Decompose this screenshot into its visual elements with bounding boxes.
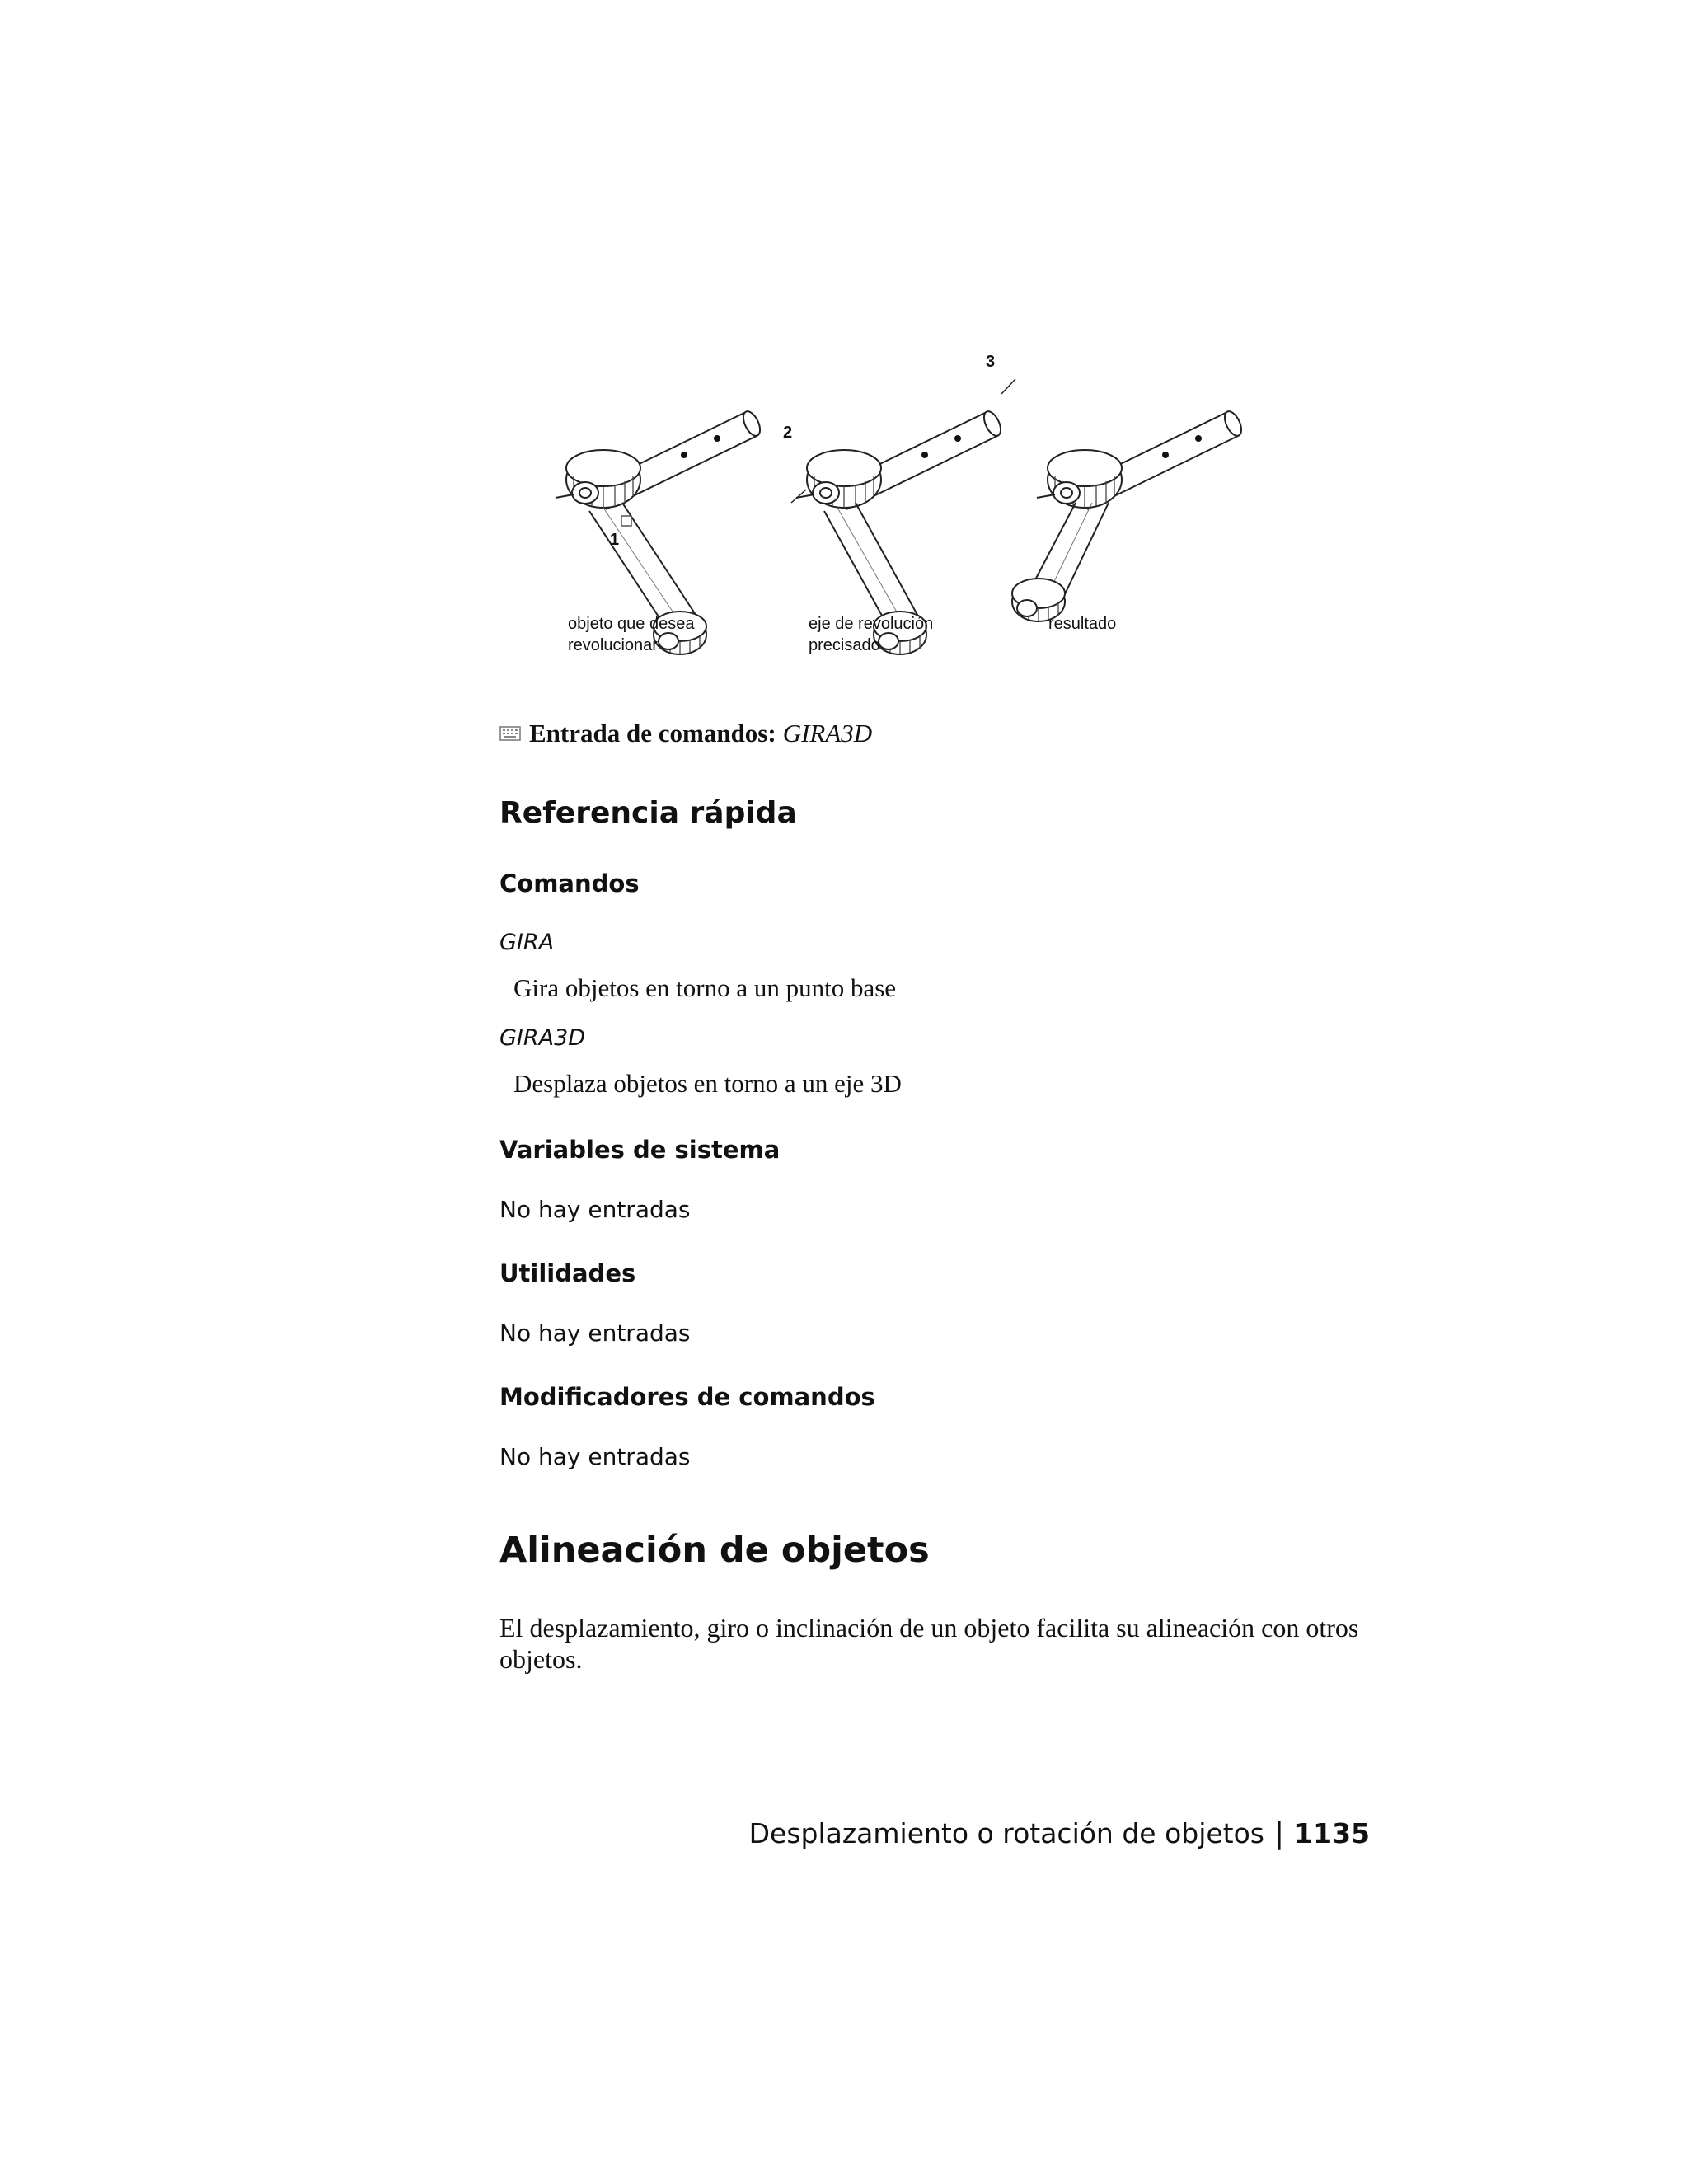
footer-separator: | <box>1274 1816 1285 1850</box>
keyboard-icon <box>499 726 521 741</box>
command-name-gira: GIRA <box>499 930 555 955</box>
quick-reference-title: Referencia rápida <box>499 796 797 830</box>
callout-3: 3 <box>986 353 996 371</box>
callout-1: 1 <box>610 531 620 549</box>
command-entry <box>499 719 872 748</box>
section-title: Alineación de objetos <box>499 1530 930 1571</box>
caption-axis: eje de revolución precisado <box>809 615 934 654</box>
sysvars-heading: Variables de sistema <box>499 1136 781 1164</box>
revolve-illustration <box>544 346 1286 676</box>
command-name-gira3d: GIRA3D <box>499 1025 586 1051</box>
caption-result: resultado <box>1048 615 1117 633</box>
commands-heading: Comandos <box>499 869 640 898</box>
command-desc-gira: Gira objetos en torno a un punto base <box>513 973 897 1002</box>
modifiers-text: No hay entradas <box>499 1443 691 1470</box>
page-number: 1135 <box>1294 1817 1370 1849</box>
command-entry-label: Entrada de comandos: <box>529 719 776 748</box>
utilities-text: No hay entradas <box>499 1319 691 1347</box>
crank-view-result <box>1012 409 1245 621</box>
utilities-heading: Utilidades <box>499 1259 636 1287</box>
caption-original: objeto que desea revolucionar <box>568 615 695 654</box>
callout-2: 2 <box>783 424 793 442</box>
command-desc-gira3d: Desplaza objetos en torno a un eje 3D <box>513 1069 902 1098</box>
modifiers-heading: Modificadores de comandos <box>499 1383 875 1411</box>
command-entry-value: GIRA3D <box>782 719 873 748</box>
section-body: El desplazamiento, giro o inclinación de un objeto facilita su alineación con otros objetos. <box>499 1613 1359 1674</box>
footer-chapter: Desplazamiento o rotación de objetos <box>748 1817 1264 1849</box>
page-footer <box>749 1816 1370 1850</box>
sysvars-text: No hay entradas <box>499 1196 691 1223</box>
